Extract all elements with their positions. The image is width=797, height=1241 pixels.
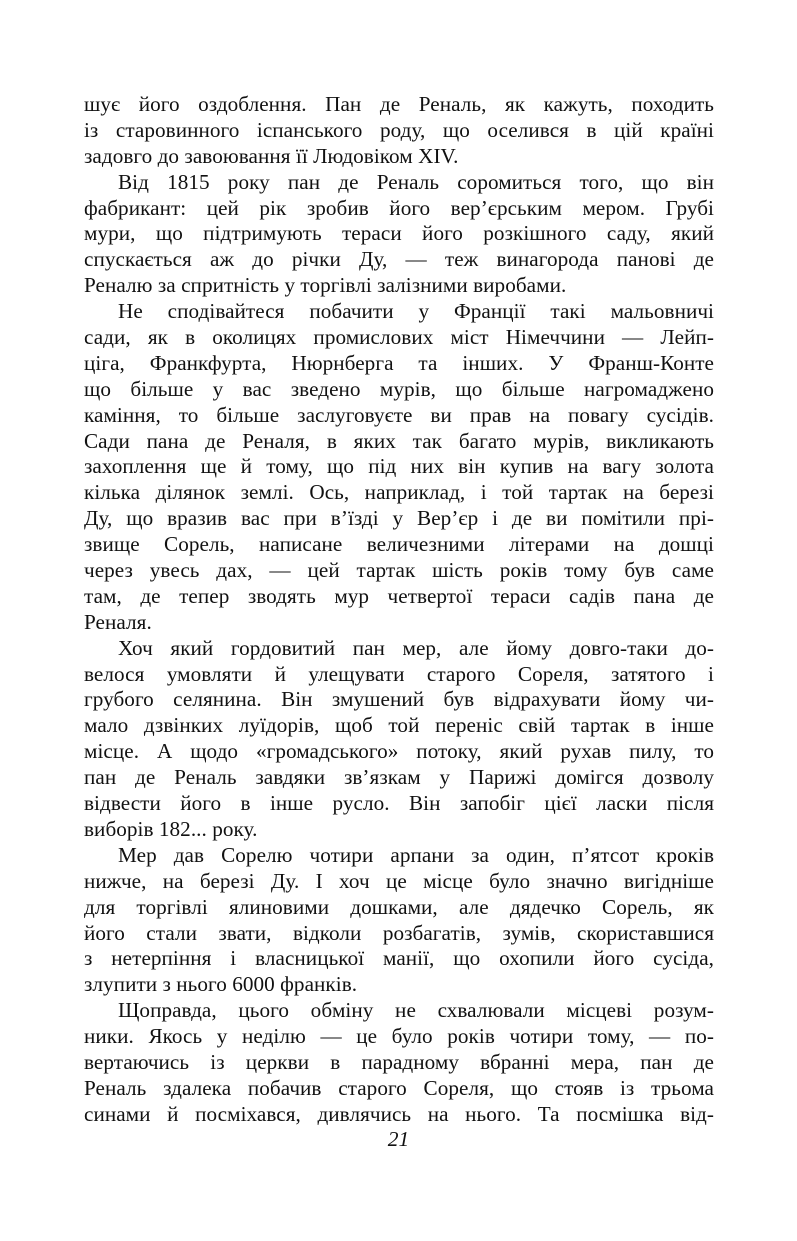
page-number: 21: [387, 1127, 410, 1151]
text-line: виборів 182... року.: [84, 816, 258, 841]
text-line: фабрикант: цей рік зробив його вер’єрським мером. Грубі: [84, 195, 714, 220]
text-line: спускається аж до річки Ду, — теж винагорода панові де: [84, 247, 714, 272]
text-line: шує його оздоблення. Пан де Реналь, як кажуть, походить: [84, 92, 714, 116]
text-line: з нетерпіння і власницької манії, що охопили його сусіда,: [84, 946, 714, 971]
paragraph: [84, 636, 714, 843]
text-line: звище Сорель, написане величезними літерами на дошці: [84, 532, 714, 557]
text-line: синами й посміхався, дивлячись на нього. Та посмішка від-: [84, 1101, 714, 1126]
text-line: Не сподівайтеся побачити у Франції такі мальовничі: [118, 299, 714, 324]
paragraph: [84, 843, 714, 998]
text-line: через увесь дах, — цей тартак шість років тому був саме: [84, 558, 714, 583]
text-line: із старовинного іспанського роду, що оселився в цій країні: [84, 117, 714, 142]
text-line: вертаючись із церкви в парадному вбранні мера, пан де: [84, 1049, 714, 1074]
text-line: нижче, на березі Ду. І хоч це місце було значно вигідніше: [84, 868, 714, 893]
text-line: задовго до завоювання її Людовіком XIV.: [84, 143, 459, 168]
text-line: відвести його в інше русло. Він запобіг цієї ласки після: [84, 791, 714, 816]
text-line: що більше у вас зведено мурів, що більше нагромаджено: [84, 376, 714, 401]
text-line: каміння, то більше заслуговуєте ви прав на повагу сусідів.: [84, 402, 714, 427]
text-line: там, де тепер зводять мур четвертої тераси садів пана де: [84, 583, 714, 608]
text-line: сади, як в околицях промислових міст Німеччини — Лейп-: [84, 325, 714, 350]
text-line: кілька ділянок землі. Ось, наприклад, і той тартак на березі: [84, 480, 714, 505]
paragraph: [84, 998, 714, 1127]
text-line: мури, що підтримують тераси його розкішного саду, який: [84, 221, 714, 246]
text-line: Реналю за спритність у торгівлі залізними виробами.: [84, 273, 567, 298]
paragraph: [84, 92, 714, 170]
text-line: злупити з нього 6000 франків.: [84, 972, 358, 997]
text-line: його стали звати, відколи розбагатів, зумів, скориставшися: [84, 920, 714, 945]
paragraph: [84, 299, 714, 636]
text-line: Хоч який гордовитий пан мер, але йому довго-таки до-: [118, 635, 714, 660]
text-line: Ду, що вразив вас при в’їзді у Вер’єр і де ви помітили прі-: [84, 506, 714, 531]
text-line: місце. А щодо «громадського» потоку, який рухав пилу, то: [84, 739, 714, 764]
text-line: пан де Реналь завдяки зв’язкам у Парижі домігся дозволу: [84, 765, 714, 790]
text-line: велося умовляти й улещувати старого Сореля, затятого і: [84, 661, 714, 686]
text-line: захоплення ще й тому, що під них він купив на вагу золота: [84, 454, 714, 479]
text-line: ники. Якось у неділю — це було років чотири тому, — по-: [84, 1024, 714, 1049]
text-line: грубого селянина. Він змушений був відрахувати йому чи-: [84, 687, 714, 712]
text-line: Щоправда, цього обміну не схвалювали місцеві розум-: [118, 998, 714, 1023]
text-line: Від 1815 року пан де Реналь соромиться того, що він: [118, 169, 714, 194]
page-body: [84, 92, 714, 1128]
text-line: Реналь здалека побачив старого Сореля, що стояв із трьома: [84, 1075, 714, 1100]
text-line: Мер дав Сорелю чотири арпани за один, п’ятсот кроків: [118, 842, 714, 867]
paragraph: [84, 170, 714, 299]
text-line: ціга, Франкфурта, Нюрнберга та інших. У Франш-Конте: [84, 350, 714, 375]
text-line: для торгівлі ялиновими дошками, але дядечко Сорель, як: [84, 894, 714, 919]
text-line: Реналя.: [84, 609, 152, 634]
text-line: мало дзвінких луїдорів, щоб той переніс свій тартак в інше: [84, 713, 714, 738]
text-line: Сади пана де Реналя, в яких так багато мурів, викликають: [84, 428, 714, 453]
